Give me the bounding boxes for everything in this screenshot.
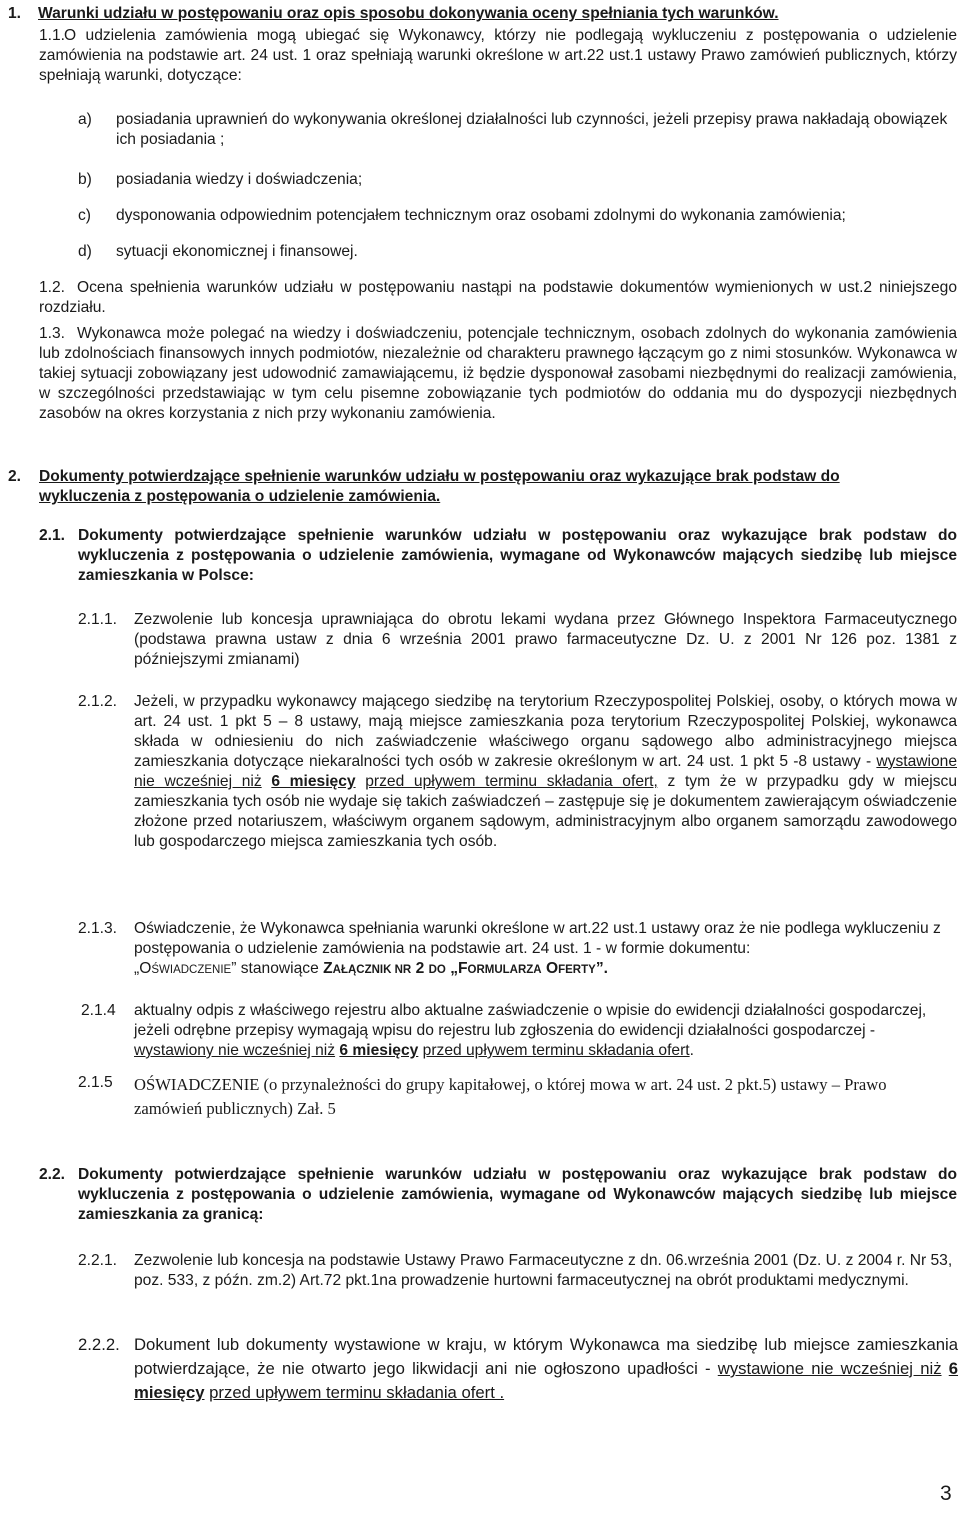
- paragraph: OŚWIADCZENIE (o przynależności do grupy kapitałowej, o której mowa w art. 24 ust. 2 pkt.5) ustawy – Prawo zamówień publicznych) Zał. 5: [134, 1075, 887, 1118]
- paragraph: Zezwolenie lub koncesja na podstawie Ustawy Prawo Farmaceutyczne z dn. 06.września 2001 (Dz. U. z 2004 r. Nr 53, poz. 533, z późn. zm.2) Art.72 pkt.1na prowadzenie hurtowni farmaceutycznej na obrót produktami medycznymi.: [134, 1252, 953, 1289]
- section-number: 2.1.: [39, 527, 66, 544]
- paragraph: Ocena spełnienia warunków udziału w postępowaniu nastąpi na podstawie dokumentów wymienionych w ust.2 niniejszego rozdziału.: [39, 279, 957, 316]
- section-number: 2.1.1.: [78, 611, 118, 628]
- paragraph: [134, 919, 957, 980]
- paragraph-text: Oświadczenie, że Wykonawca spełniania warunki określone w art.22 ust.1 ustawy oraz że nie podlega wykluczeniu z postępowania o udzielenie zamówienia na podstawie art. 24 ust. 1 - w formie dokumentu:: [134, 920, 941, 957]
- section-2-1-2: [78, 692, 957, 852]
- section-number: 1.3.: [39, 325, 66, 342]
- section-2-1-5: [78, 1073, 957, 1121]
- section-2-1-3: [78, 919, 957, 980]
- section-number: 2.1.5: [78, 1074, 113, 1091]
- list-item-label: d): [78, 243, 92, 260]
- section-number: 1.: [8, 5, 22, 22]
- quote-mark: „: [450, 960, 458, 977]
- list-item-label: a): [78, 111, 92, 128]
- section-1-3: [39, 324, 957, 424]
- page-number: 3: [940, 1482, 952, 1505]
- attachment-small-caps: DO: [428, 964, 446, 976]
- paragraph: Wykonawca może polegać na wiedzy i doświadczeniu, potencjale technicznym, osobach zdolnych do wykonania zamówienia lub zdolnościach finansowych innych podmiotów, niezależnie od charakteru prawnego łączącym go z nimi stosunków. Wykonawca w takiej sytuacji zobowiązany jest udowodnić zamawiającemu, iż będzie dysponował zasobami niezbędnymi do realizacji zamówienia, w szczególności przedstawiając w tym celu pisemne zobowiązanie tych podmiotów do oddania mu do dyspozycji niezbędnych zasobów na okres korzystania z nich przy wykonaniu zamówienia.: [39, 325, 957, 422]
- section-1-heading: [8, 4, 948, 24]
- section-2-1-1: [78, 610, 957, 670]
- attachment-reference: [323, 960, 608, 977]
- paragraph: [134, 1001, 957, 1061]
- section-1-1: [39, 26, 957, 86]
- section-number: 1.2.: [39, 279, 66, 296]
- section-number: 1.1.: [39, 27, 66, 44]
- paragraph: [134, 692, 957, 852]
- deadline-months: 6 miesięcy: [134, 1359, 959, 1402]
- attachment-small-caps: ORMULARZA: [467, 964, 542, 976]
- quote-mark: ”.: [595, 960, 608, 977]
- deadline-note: przed upływem terminu składania ofert,: [365, 773, 658, 790]
- section-1-2: [39, 278, 957, 318]
- section-2-2-heading: [39, 1165, 957, 1225]
- list-item-text: sytuacji ekonomicznej i finansowej.: [116, 243, 358, 260]
- paragraph-text: Dokument lub dokumenty wystawione w kraju, w którym Wykonawca ma siedzibę lub miejsce zamieszkania potwierdzające, że nie otwarto jego likwidacji ani nie ogłoszono upadłości -: [134, 1335, 958, 1378]
- paragraph-text: .: [689, 1042, 694, 1059]
- section-title: Dokumenty potwierdzające spełnienie warunków udziału w postępowaniu oraz wykazujące brak podstaw do wykluczenia z postępowania o udzielenie zamówienia.: [39, 468, 840, 505]
- deadline-note: wystawione nie wcześniej niż: [134, 753, 957, 790]
- list-item-text: posiadania wiedzy i doświadczenia;: [116, 171, 363, 188]
- paragraph-text: aktualny odpis z właściwego rejestru albo aktualne zaświadczenie o wpisie do ewidencji działalności gospodarczej, jeżeli odrębne przepisy wymagają wpisu do rejestru lub zgłoszenia do ewidencji działalności gospodarczej -: [134, 1002, 927, 1039]
- section-number: 2.: [8, 468, 22, 485]
- paragraph: [134, 1333, 958, 1405]
- attachment-initial: Z: [323, 960, 333, 977]
- section-2-2-2: [78, 1333, 958, 1405]
- list-item: [78, 242, 957, 262]
- quote-mark: „: [134, 960, 140, 977]
- deadline-months: 6 miesięcy: [271, 773, 356, 790]
- section-title: Dokumenty potwierdzające spełnienie warunków udziału w postępowaniu oraz wykazujące brak podstaw do wykluczenia z postępowania o udzielenie zamówienia, wymagane od Wykonawców mających siedzibę lub miejsce zamieszkania w Polsce:: [78, 527, 957, 584]
- deadline-note: wystawione nie wcześniej niż: [717, 1359, 942, 1378]
- list-item-label: c): [78, 207, 91, 224]
- section-2-1-4: [81, 1001, 957, 1061]
- attachment-small-caps: AŁĄCZNIK NR: [332, 964, 412, 976]
- deadline-note: wystawiony nie wcześniej niż: [134, 1042, 336, 1059]
- section-2-heading: [8, 467, 920, 507]
- section-2-2-1: [78, 1251, 957, 1291]
- section-title: Warunki udziału w postępowaniu oraz opis sposobu dokonywania oceny spełniania tych warunków.: [38, 5, 779, 22]
- list-item: [78, 110, 957, 150]
- section-number: 2.2.1.: [78, 1252, 118, 1269]
- list-item: [78, 206, 957, 226]
- paragraph: Zezwolenie lub koncesja uprawniająca do obrotu lekami wydana przez Głównego Inspektora Farmaceutycznego (podstawa prawna ustaw z dnia 6 września 2001 prawo farmaceutyczne Dz. U. z 2001 Nr 126 poz. 1381 z późniejszymi zmianami): [134, 611, 957, 668]
- section-number: 2.1.2.: [78, 693, 118, 710]
- attachment-initial: F: [457, 960, 468, 977]
- paragraph-text: ” stanowiące: [231, 960, 319, 977]
- paragraph: O udzielenia zamówienia mogą ubiegać się Wykonawcy, którzy nie podlegają wykluczeniu z postępowania o udzielenie zamówienia na podstawie art. 24 ust. 1 oraz spełniają warunki określone w art.22 ust.1 ustawy Prawo zamówień publicznych, którzy spełniają warunki, dotyczące:: [39, 27, 957, 84]
- attachment-initial: O: [545, 960, 559, 977]
- section-title: Dokumenty potwierdzające spełnienie warunków udziału w postępowaniu oraz wykazujące brak podstaw do wykluczenia z postępowania o udzielenie zamówienia, wymagane od Wykonawców mających siedzibę lub miejsce zamieszkania za granicą:: [78, 1166, 957, 1223]
- form-title-small-caps: ŚWIADCZENIE: [151, 964, 232, 976]
- list-item: [78, 170, 957, 190]
- paragraph-text: Jeżeli, w przypadku wykonawcy mającego siedzibę na terytorium Rzeczypospolitej Polskiej, osoby, o których mowa w art. 24 ust. 1 pkt 5 – 8 ustawy, mają miejsce zamieszkania poza terytorium Rzeczypospolitej Polskiej, wykonawca składa w odniesieniu do nich zaświadczenie właściwego organu sądowego albo administracyjnego miejsca zamieszkania dotyczące niekaralności tych osób w zakresie określonym w art. 24 ust. 1 pkt 5 -8 ustawy -: [134, 693, 957, 770]
- section-number: 2.1.4: [81, 1002, 116, 1019]
- list-item-label: b): [78, 171, 92, 188]
- attachment-small-caps: FERTY: [558, 964, 596, 976]
- deadline-note: przed upływem terminu składania ofert .: [209, 1383, 505, 1402]
- section-number: 2.2.: [39, 1166, 66, 1183]
- section-number: 2.2.2.: [78, 1335, 120, 1354]
- section-number: 2.1.3.: [78, 920, 118, 937]
- list-item-text: dysponowania odpowiednim potencjałem technicznym oraz osobami zdolnymi do wykonania zamówienia;: [116, 207, 846, 224]
- attachment-number: 2: [415, 960, 425, 977]
- paragraph-text: z tym że w przypadku gdy w miejscu zamieszkania tych osób nie wydaje się takich zaświadczeń – zastępuje się je dokumentem zawierającym oświadczenie złożone przed notariuszem, właściwym organem sądowym, administracyjnym albo organem samorządu zawodowego lub gospodarczego miejsca zamieszkania tych osób.: [134, 773, 957, 850]
- section-2-1-heading: [39, 526, 957, 586]
- form-title-initial: O: [139, 960, 152, 977]
- deadline-note: przed upływem terminu składania ofert: [422, 1042, 690, 1059]
- deadline-months: 6 miesięcy: [339, 1042, 419, 1059]
- list-item-text: posiadania uprawnień do wykonywania określonej działalności lub czynności, jeżeli przepisy prawa nakładają obowiązek ich posiadania ;: [116, 111, 948, 148]
